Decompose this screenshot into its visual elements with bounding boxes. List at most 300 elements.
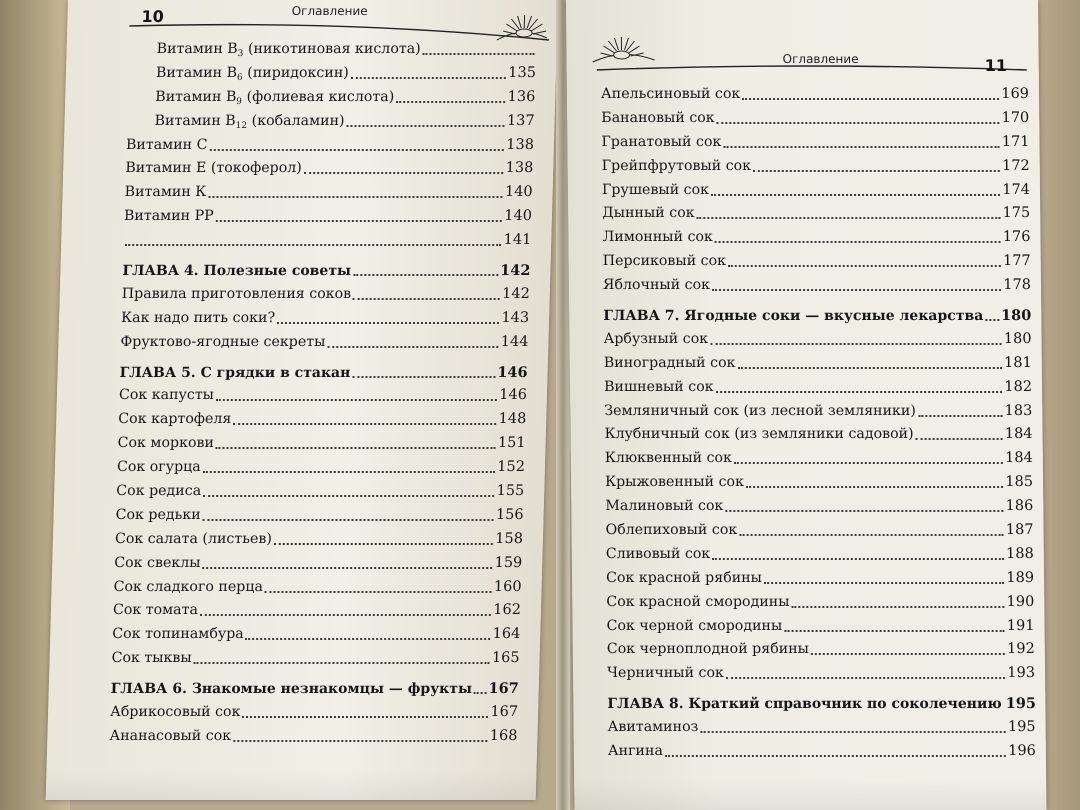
toc-entry-title <box>604 400 916 424</box>
toc-page-number: 162 <box>493 602 522 619</box>
left-toc-list <box>109 38 537 749</box>
toc-entry-title <box>115 528 273 552</box>
toc-entry-title <box>119 384 215 408</box>
dot-leader <box>216 220 503 222</box>
toc-entry <box>117 432 526 456</box>
toc-page-number: 195 <box>1005 695 1037 713</box>
toc-entry-title-text: Малиновый сок <box>605 498 724 515</box>
toc-entry-title <box>604 352 736 376</box>
toc-entry-title-suffix: (никотиновая кислота) <box>243 41 421 57</box>
toc-page-number: 148 <box>498 411 527 428</box>
toc-entry-title-text: Банановый сок <box>601 109 715 126</box>
toc-entry-title-text: Сок свеклы <box>114 554 201 571</box>
dot-leader <box>753 170 1000 172</box>
toc-page-number: 176 <box>1002 229 1031 246</box>
dot-leader <box>304 172 504 174</box>
toc-entry-title <box>602 179 709 203</box>
toc-entry-title <box>607 716 698 740</box>
toc-page-number: 143 <box>501 309 530 326</box>
toc-entry-title-text: Ананасовый сок <box>109 727 232 744</box>
toc-entry-title-text: Земляничный сок (из лесной земляники) <box>604 402 916 419</box>
toc-entry <box>604 376 1032 400</box>
toc-entry-title-text: Витамин B <box>155 64 238 81</box>
toc-entry-title-text: Витамин К <box>124 184 207 201</box>
toc-entry-title <box>601 107 715 131</box>
toc-entry-title-text: ГЛАВА 4. Полезные советы <box>122 263 352 280</box>
toc-entry-title-text: Апельсиновый сок <box>600 86 741 102</box>
toc-entry-subscript: 3 <box>237 49 244 59</box>
dot-leader <box>194 662 490 664</box>
toc-entry-title <box>110 701 241 725</box>
dot-leader <box>716 391 1003 393</box>
dot-leader <box>474 692 487 694</box>
toc-entry-title-text: Сок редиса <box>116 483 202 500</box>
page-shadow <box>574 780 1046 810</box>
toc-entry <box>126 134 535 158</box>
toc-entry <box>604 423 1032 447</box>
toc-entry <box>602 202 1030 226</box>
toc-page-number: 167 <box>490 704 519 721</box>
toc-page-number: 190 <box>1006 593 1035 610</box>
toc-entry-title-text: Дынный сок <box>602 205 695 222</box>
dot-leader <box>739 534 1004 536</box>
dot-leader <box>203 495 495 497</box>
dot-leader <box>202 567 492 569</box>
toc-entry <box>109 725 518 749</box>
toc-entry-title-text: Витамин B <box>155 88 237 105</box>
toc-entry-title <box>113 599 199 623</box>
dot-leader <box>792 606 1005 608</box>
toc-entry-title-text: Гранатовый сок <box>601 133 722 150</box>
toc-entry-title <box>601 131 721 155</box>
toc-entry <box>608 740 1036 764</box>
toc-page-number: 184 <box>1005 450 1033 467</box>
toc-entry-title-text: Сок красной смородины <box>606 593 790 610</box>
toc-page-number: 142 <box>499 262 531 280</box>
toc-entry-title <box>124 205 214 229</box>
toc-entry <box>110 701 519 725</box>
toc-entry-title-text: Правила приготовления соков <box>121 285 352 302</box>
dot-leader <box>423 53 535 55</box>
toc-entry <box>126 110 535 134</box>
dot-leader <box>985 319 999 321</box>
toc-page-number: 186 <box>1005 498 1034 515</box>
toc-page-number: 171 <box>1001 133 1030 150</box>
toc-entry-title <box>603 250 727 274</box>
toc-page-number: 170 <box>1001 109 1030 126</box>
toc-entry <box>115 528 524 552</box>
toc-entry-title-text: ГЛАВА 7. Ягодные соки — вкусные лекарства <box>603 308 984 325</box>
toc-entry <box>605 519 1033 543</box>
dot-leader <box>216 447 496 449</box>
dot-leader <box>200 614 491 616</box>
toc-entry-title <box>606 567 762 591</box>
toc-entry-title-text: Сок черноплодной рябины <box>606 641 810 658</box>
toc-entry <box>603 274 1031 298</box>
toc-entry-title <box>121 307 276 331</box>
toc-entry-title <box>115 504 201 528</box>
toc-page-number: 151 <box>497 435 526 452</box>
toc-entry-title-text: Сок салата (листьев) <box>114 530 273 547</box>
toc-entry <box>119 384 528 408</box>
toc-entry-title-text: Крыжовенный сок <box>604 474 744 491</box>
right-page <box>566 0 1046 810</box>
toc-entry-title <box>608 740 663 764</box>
toc-page-number: 180 <box>1003 330 1032 347</box>
dot-leader <box>738 367 1003 369</box>
toc-entry <box>118 408 527 432</box>
right-page-number: 11 <box>984 56 1008 75</box>
toc-page-number: 178 <box>1003 277 1032 294</box>
toc-chapter-heading <box>603 304 1031 328</box>
toc-page-number: 137 <box>506 112 535 129</box>
toc-page-number: 155 <box>496 483 525 500</box>
toc-entry-title <box>128 62 350 86</box>
toc-entry-title-text: Персиковый сок <box>602 253 727 270</box>
dot-leader <box>726 677 1006 679</box>
toc-page-number: 182 <box>1004 378 1033 395</box>
dot-leader <box>242 716 488 718</box>
toc-entry-title-text: Витамин B <box>154 112 236 129</box>
toc-page-number: 138 <box>506 136 535 153</box>
toc-entry-title <box>607 693 1002 717</box>
toc-entry-title <box>605 471 744 495</box>
toc-entry-title-suffix: (фолиевая кислота) <box>241 88 395 105</box>
toc-entry <box>606 615 1034 639</box>
dot-leader <box>764 582 1004 584</box>
toc-entry <box>114 552 523 576</box>
toc-page-number: 144 <box>500 333 529 350</box>
toc-entry-title-text: Клюквенный сок <box>604 450 733 467</box>
toc-entry-subscript: 6 <box>236 72 243 83</box>
toc-entry-title-text: Авитаминоз <box>607 719 699 736</box>
dot-leader <box>265 591 492 593</box>
dot-leader <box>346 125 504 127</box>
toc-page-number: 146 <box>499 387 528 404</box>
toc-chapter-heading <box>122 259 531 283</box>
dot-leader <box>203 471 496 473</box>
toc-page-number: 184 <box>1004 426 1033 443</box>
toc-chapter-heading <box>119 361 528 385</box>
toc-entry-title-text: Грушевый сок <box>601 181 710 198</box>
toc-entry <box>603 250 1031 274</box>
dot-leader <box>710 343 1002 345</box>
toc-entry-title <box>605 495 723 519</box>
toc-entry-title-text: Грейпфрутовый сок <box>601 157 752 174</box>
toc-page-number: 146 <box>497 363 528 381</box>
toc-page-number: 185 <box>1005 474 1034 491</box>
toc-entry <box>602 179 1030 203</box>
toc-page-number: 180 <box>1000 307 1032 325</box>
dot-leader <box>396 101 505 103</box>
dot-leader <box>208 196 503 198</box>
toc-entry-title <box>112 623 244 647</box>
toc-entry-title-text: Витамин B <box>156 41 238 57</box>
toc-entry-title-text: Витамин Е (токоферол) <box>125 160 303 177</box>
toc-entry <box>605 447 1033 471</box>
toc-entry-title-text: Ангина <box>607 743 663 760</box>
toc-entry <box>113 576 522 600</box>
toc-entry-title-text: Витамин С <box>125 136 208 153</box>
toc-entry <box>601 131 1029 155</box>
toc-entry-title-text: Черничный сок <box>606 665 724 682</box>
dot-leader <box>327 346 498 348</box>
dot-leader <box>274 543 493 545</box>
toc-page-number: 136 <box>507 88 536 105</box>
toc-page-number: 181 <box>1004 354 1032 371</box>
toc-entry-title-suffix: (пиридоксин) <box>242 64 350 81</box>
dot-leader <box>700 731 1006 733</box>
toc-entry-title <box>128 38 421 62</box>
toc-entry-title <box>119 362 350 386</box>
dot-leader <box>209 149 504 151</box>
toc-page-number: 160 <box>493 578 522 595</box>
toc-entry-title-text: Яблочный сок <box>602 277 711 294</box>
toc-entry <box>602 155 1030 179</box>
toc-entry-title <box>120 331 326 355</box>
toc-entry <box>607 638 1035 662</box>
toc-entry <box>605 495 1033 519</box>
toc-entry-title-text: Лимонный сок <box>602 229 713 246</box>
dot-leader <box>711 194 1000 196</box>
toc-entry-title-text: Фруктово-ягодные секреты <box>120 333 326 350</box>
toc-page-number: 135 <box>508 64 537 81</box>
dot-leader <box>723 146 999 148</box>
toc-entry-title-text: Сок тыквы <box>111 650 192 667</box>
toc-entry-title <box>605 447 732 471</box>
toc-page-number: 195 <box>1007 719 1036 736</box>
toc-page-number: 142 <box>501 285 531 302</box>
right-toc-list <box>601 83 1036 764</box>
toc-entry-title <box>606 543 711 567</box>
toc-page-number: 167 <box>488 680 520 698</box>
dot-leader <box>353 298 500 300</box>
toc-page-number: 189 <box>1006 569 1035 586</box>
toc-chapter-heading <box>607 692 1035 716</box>
toc-entry-title-text: Сок красной рябины <box>605 569 763 586</box>
toc-entry-title-suffix: (кобаламин) <box>246 112 345 129</box>
toc-entry <box>602 226 1030 250</box>
toc-entry-title-text: Сок огурца <box>116 459 201 476</box>
toc-page-number: 177 <box>1002 253 1031 270</box>
toc-entry-title <box>601 83 741 107</box>
toc-page-number: 187 <box>1005 522 1034 539</box>
toc-entry-title <box>607 662 724 686</box>
toc-entry-title-text: Клубничный сок (из земляники садовой) <box>604 426 914 443</box>
dot-leader <box>717 122 1000 124</box>
toc-entry-title-text: Сок сладкого перца <box>113 578 264 595</box>
toc-page-number: 172 <box>1001 157 1030 174</box>
toc-entry-title <box>607 638 809 662</box>
toc-entry <box>117 456 526 480</box>
toc-page-number: 196 <box>1008 743 1036 760</box>
toc-entry-title-text: Сок моркови <box>117 435 215 452</box>
toc-entry-title-text: ГЛАВА 5. С грядки в стакан <box>119 364 351 381</box>
dot-leader <box>233 423 496 425</box>
toc-entry-title-text: Сок топинамбура <box>112 626 244 643</box>
toc-entry-title <box>126 110 345 134</box>
toc-page-number: 168 <box>489 727 518 744</box>
dot-leader <box>351 77 507 79</box>
toc-entry-subscript: 12 <box>235 120 248 131</box>
toc-entry <box>120 331 529 355</box>
toc-entry <box>121 307 530 331</box>
toc-entry <box>128 38 537 62</box>
toc-entry <box>604 352 1032 376</box>
toc-entry-title <box>603 305 983 329</box>
toc-entry-title-text: Облепиховый сок <box>605 522 738 539</box>
toc-entry <box>607 662 1035 686</box>
toc-page-number: 165 <box>491 650 520 667</box>
toc-page-number: 140 <box>504 208 533 225</box>
toc-page-number: 138 <box>505 160 534 177</box>
toc-entry-title <box>126 134 208 158</box>
toc-page-number: 192 <box>1007 641 1035 658</box>
toc-entry <box>112 623 521 647</box>
dot-leader <box>734 462 1003 464</box>
toc-entry-title-text: Арбузный сок <box>603 330 709 347</box>
toc-entry-title-text: Сок томата <box>112 602 199 619</box>
toc-entry <box>605 471 1033 495</box>
dot-leader <box>353 274 498 276</box>
toc-page-number: 174 <box>1002 181 1031 198</box>
toc-entry-title <box>604 376 714 400</box>
toc-entry-title-text: Сок редьки <box>115 506 201 523</box>
dot-leader <box>246 638 491 640</box>
toc-page-number: 188 <box>1006 545 1034 562</box>
toc-page-number: 169 <box>1001 86 1030 102</box>
page-shadow <box>46 770 537 800</box>
toc-entry <box>124 205 533 229</box>
toc-page-number: 156 <box>495 506 524 523</box>
dot-leader <box>233 740 488 742</box>
toc-entry <box>603 328 1031 352</box>
dot-leader <box>784 630 1005 632</box>
toc-entry-title <box>110 678 472 702</box>
toc-entry <box>123 229 532 253</box>
toc-entry-title-text: Сок черной смородины <box>606 617 783 634</box>
toc-page-number: 164 <box>492 626 521 643</box>
dot-leader <box>216 399 497 401</box>
toc-page-number: 158 <box>495 530 524 547</box>
left-page-header-title: Оглавление <box>291 4 368 18</box>
toc-page-number: 152 <box>497 459 526 476</box>
toc-entry-title <box>603 274 710 298</box>
toc-entry-title <box>127 86 395 110</box>
toc-entry <box>601 83 1029 107</box>
toc-entry-title-text: Как надо пить соки? <box>120 309 276 326</box>
toc-page-number: 191 <box>1006 617 1035 634</box>
toc-page-number: 175 <box>1002 205 1031 222</box>
toc-entry-title <box>111 647 192 671</box>
dot-leader <box>725 510 1003 512</box>
toc-entry-title-text: Виноградный сок <box>603 354 736 371</box>
toc-entry <box>121 283 530 307</box>
toc-entry-title-text: ГЛАВА 8. Краткий справочник по соколечению <box>607 696 1002 713</box>
toc-entry <box>604 400 1032 424</box>
dot-leader <box>712 558 1004 560</box>
dot-leader <box>715 241 1001 243</box>
toc-entry <box>116 480 525 504</box>
toc-entry-title-text: Вишневый сок <box>603 378 714 395</box>
left-page-number: 10 <box>141 7 165 26</box>
toc-entry-title-text: ГЛАВА 6. Знакомые незнакомцы — фрукты <box>110 681 473 698</box>
toc-entry <box>601 107 1029 131</box>
dot-leader <box>811 653 1005 655</box>
dot-leader <box>277 322 499 324</box>
toc-page-number: 183 <box>1004 402 1033 419</box>
toc-entry-title <box>113 576 263 600</box>
toc-page-number: 140 <box>504 184 533 201</box>
toc-entry-title <box>602 155 752 179</box>
toc-entry-title <box>124 181 206 205</box>
toc-entry <box>113 599 522 623</box>
toc-entry <box>606 567 1034 591</box>
toc-entry-title <box>602 226 713 250</box>
toc-entry-title-text: Сливовый сок <box>605 545 711 562</box>
toc-entry-title-text: Витамин РР <box>123 208 214 225</box>
toc-entry-title-text: Сок картофеля <box>118 411 232 428</box>
toc-entry <box>606 591 1034 615</box>
dot-leader <box>916 438 1003 440</box>
right-page-header <box>566 0 1038 75</box>
dot-leader <box>742 98 999 100</box>
toc-entry <box>115 504 524 528</box>
dot-leader <box>202 519 493 521</box>
toc-entry-title <box>122 260 351 284</box>
toc-page-number: 193 <box>1007 665 1036 682</box>
toc-entry-title <box>117 432 214 456</box>
toc-entry-title <box>114 552 201 576</box>
right-page-header-title: Оглавление <box>782 52 859 66</box>
toc-entry-title <box>604 423 913 447</box>
toc-entry-title <box>118 408 232 432</box>
dot-leader <box>712 289 1001 291</box>
dot-leader <box>697 217 1001 219</box>
toc-entry-title <box>125 157 302 181</box>
toc-page-number: 159 <box>494 554 523 571</box>
toc-entry <box>606 543 1034 567</box>
toc-entry-subscript: 9 <box>236 96 243 107</box>
dot-leader <box>746 486 1003 488</box>
dot-leader <box>918 415 1003 417</box>
toc-entry-title-text: Абрикосовый сок <box>109 704 241 721</box>
toc-entry-title <box>603 328 708 352</box>
toc-entry-title-text: Сок капусты <box>118 387 215 404</box>
left-page <box>46 0 558 800</box>
toc-entry-title <box>109 725 231 749</box>
toc-entry <box>128 62 537 86</box>
toc-entry <box>607 716 1035 740</box>
dot-leader <box>352 376 495 378</box>
toc-chapter-heading <box>110 677 519 701</box>
toc-entry-title <box>121 283 351 307</box>
toc-entry-title <box>602 202 695 226</box>
toc-entry-title <box>117 456 201 480</box>
dot-leader <box>728 265 1001 267</box>
toc-entry-title <box>606 591 789 615</box>
dot-leader <box>125 244 501 246</box>
toc-entry <box>127 86 536 110</box>
toc-entry-title <box>606 615 782 639</box>
toc-page-number: 141 <box>503 232 532 249</box>
toc-entry <box>111 647 520 671</box>
dot-leader <box>665 755 1006 757</box>
toc-entry <box>124 181 533 205</box>
toc-entry-title <box>605 519 737 543</box>
toc-entry-title <box>116 480 202 504</box>
toc-entry <box>125 157 534 181</box>
